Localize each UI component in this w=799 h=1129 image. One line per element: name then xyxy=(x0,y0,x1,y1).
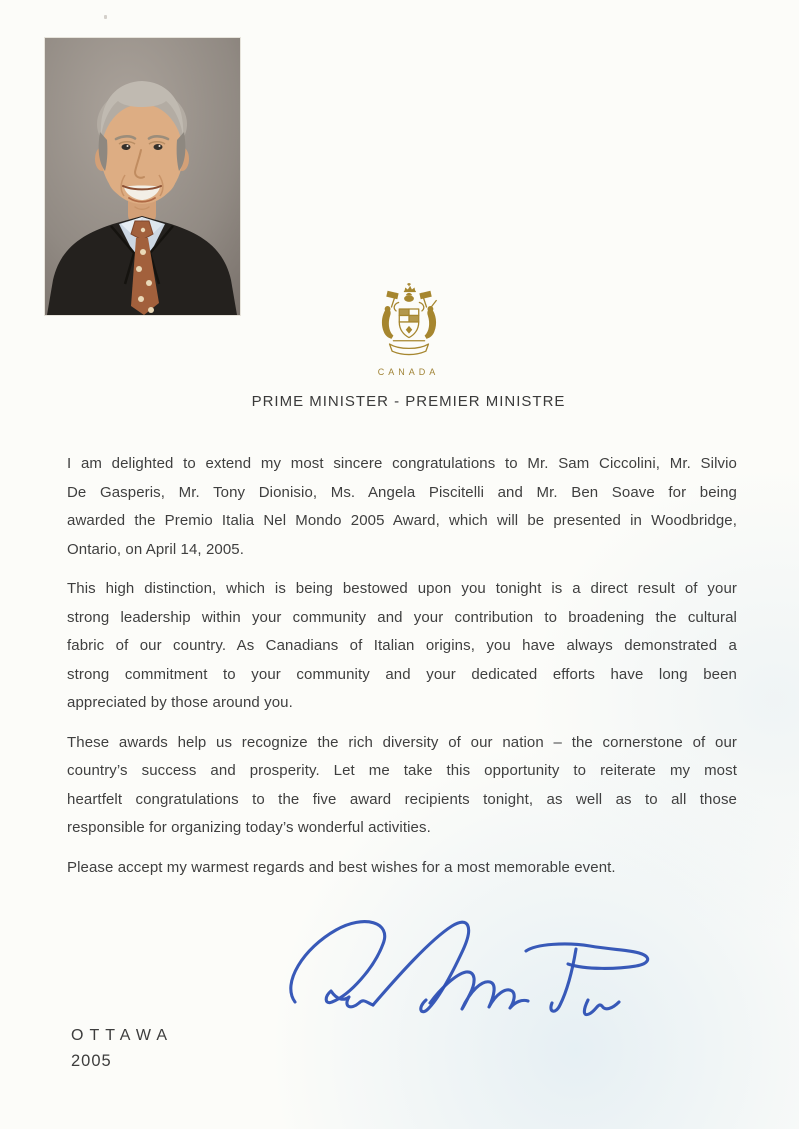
year-label: 2005 xyxy=(71,1052,112,1070)
canada-label: CANADA xyxy=(377,367,440,377)
body-line: country’s success and prosperity. Let me take this opportunity to reiterate my most xyxy=(67,762,737,779)
signature-handwriting xyxy=(280,914,662,1034)
body-line: fabric of our country. As Canadians of Italian origins, you have always demonstrated a xyxy=(67,637,737,654)
letter-body xyxy=(67,450,737,893)
body-line: These awards help us recognize the rich diversity of our nation – the cornerstone of our xyxy=(67,733,737,751)
body-line: appreciated by those around you. xyxy=(67,694,293,711)
body-line: heartfelt congratulations to the five award recipients tonight, as well as to all those xyxy=(67,790,737,808)
body-line: Ontario, on April 14, 2005. xyxy=(67,540,244,558)
canada-coat-of-arms-icon xyxy=(370,283,448,357)
letterhead xyxy=(9,283,799,410)
body-line: Please accept my warmest regards and best wishes for a most memorable event. xyxy=(67,858,616,876)
body-line: I am delighted to extend my most sincere congratulations to Mr. Sam Ciccolini, Mr. Silvio xyxy=(67,455,737,472)
body-line: strong leadership within your community and your contribution to broadening the cultural xyxy=(67,608,737,626)
portrait-illustration xyxy=(45,38,240,315)
body-line: awarded the Premio Italia Nel Mondo 2005 Award, which will be presented in Woodbridge, xyxy=(67,512,737,529)
paragraph xyxy=(67,450,737,564)
paragraph xyxy=(67,729,737,843)
portrait-photo xyxy=(45,38,240,315)
scan-artifact xyxy=(104,15,107,19)
place-label: OTTAWA xyxy=(71,1027,174,1044)
body-line: This high distinction, which is being bestowed upon you tonight is a direct result of your xyxy=(67,580,737,597)
body-line: De Gasperis, Mr. Tony Dionisio, Ms. Angela Piscitelli and Mr. Ben Soave for being xyxy=(67,483,737,501)
paragraph xyxy=(67,854,737,883)
paragraph xyxy=(67,575,737,718)
letterhead-title: PRIME MINISTER - PREMIER MINISTRE xyxy=(251,393,566,410)
body-line: strong commitment to your community and your dedicated efforts have long been xyxy=(67,665,737,683)
body-line: responsible for organizing today’s wonderful activities. xyxy=(67,819,431,836)
